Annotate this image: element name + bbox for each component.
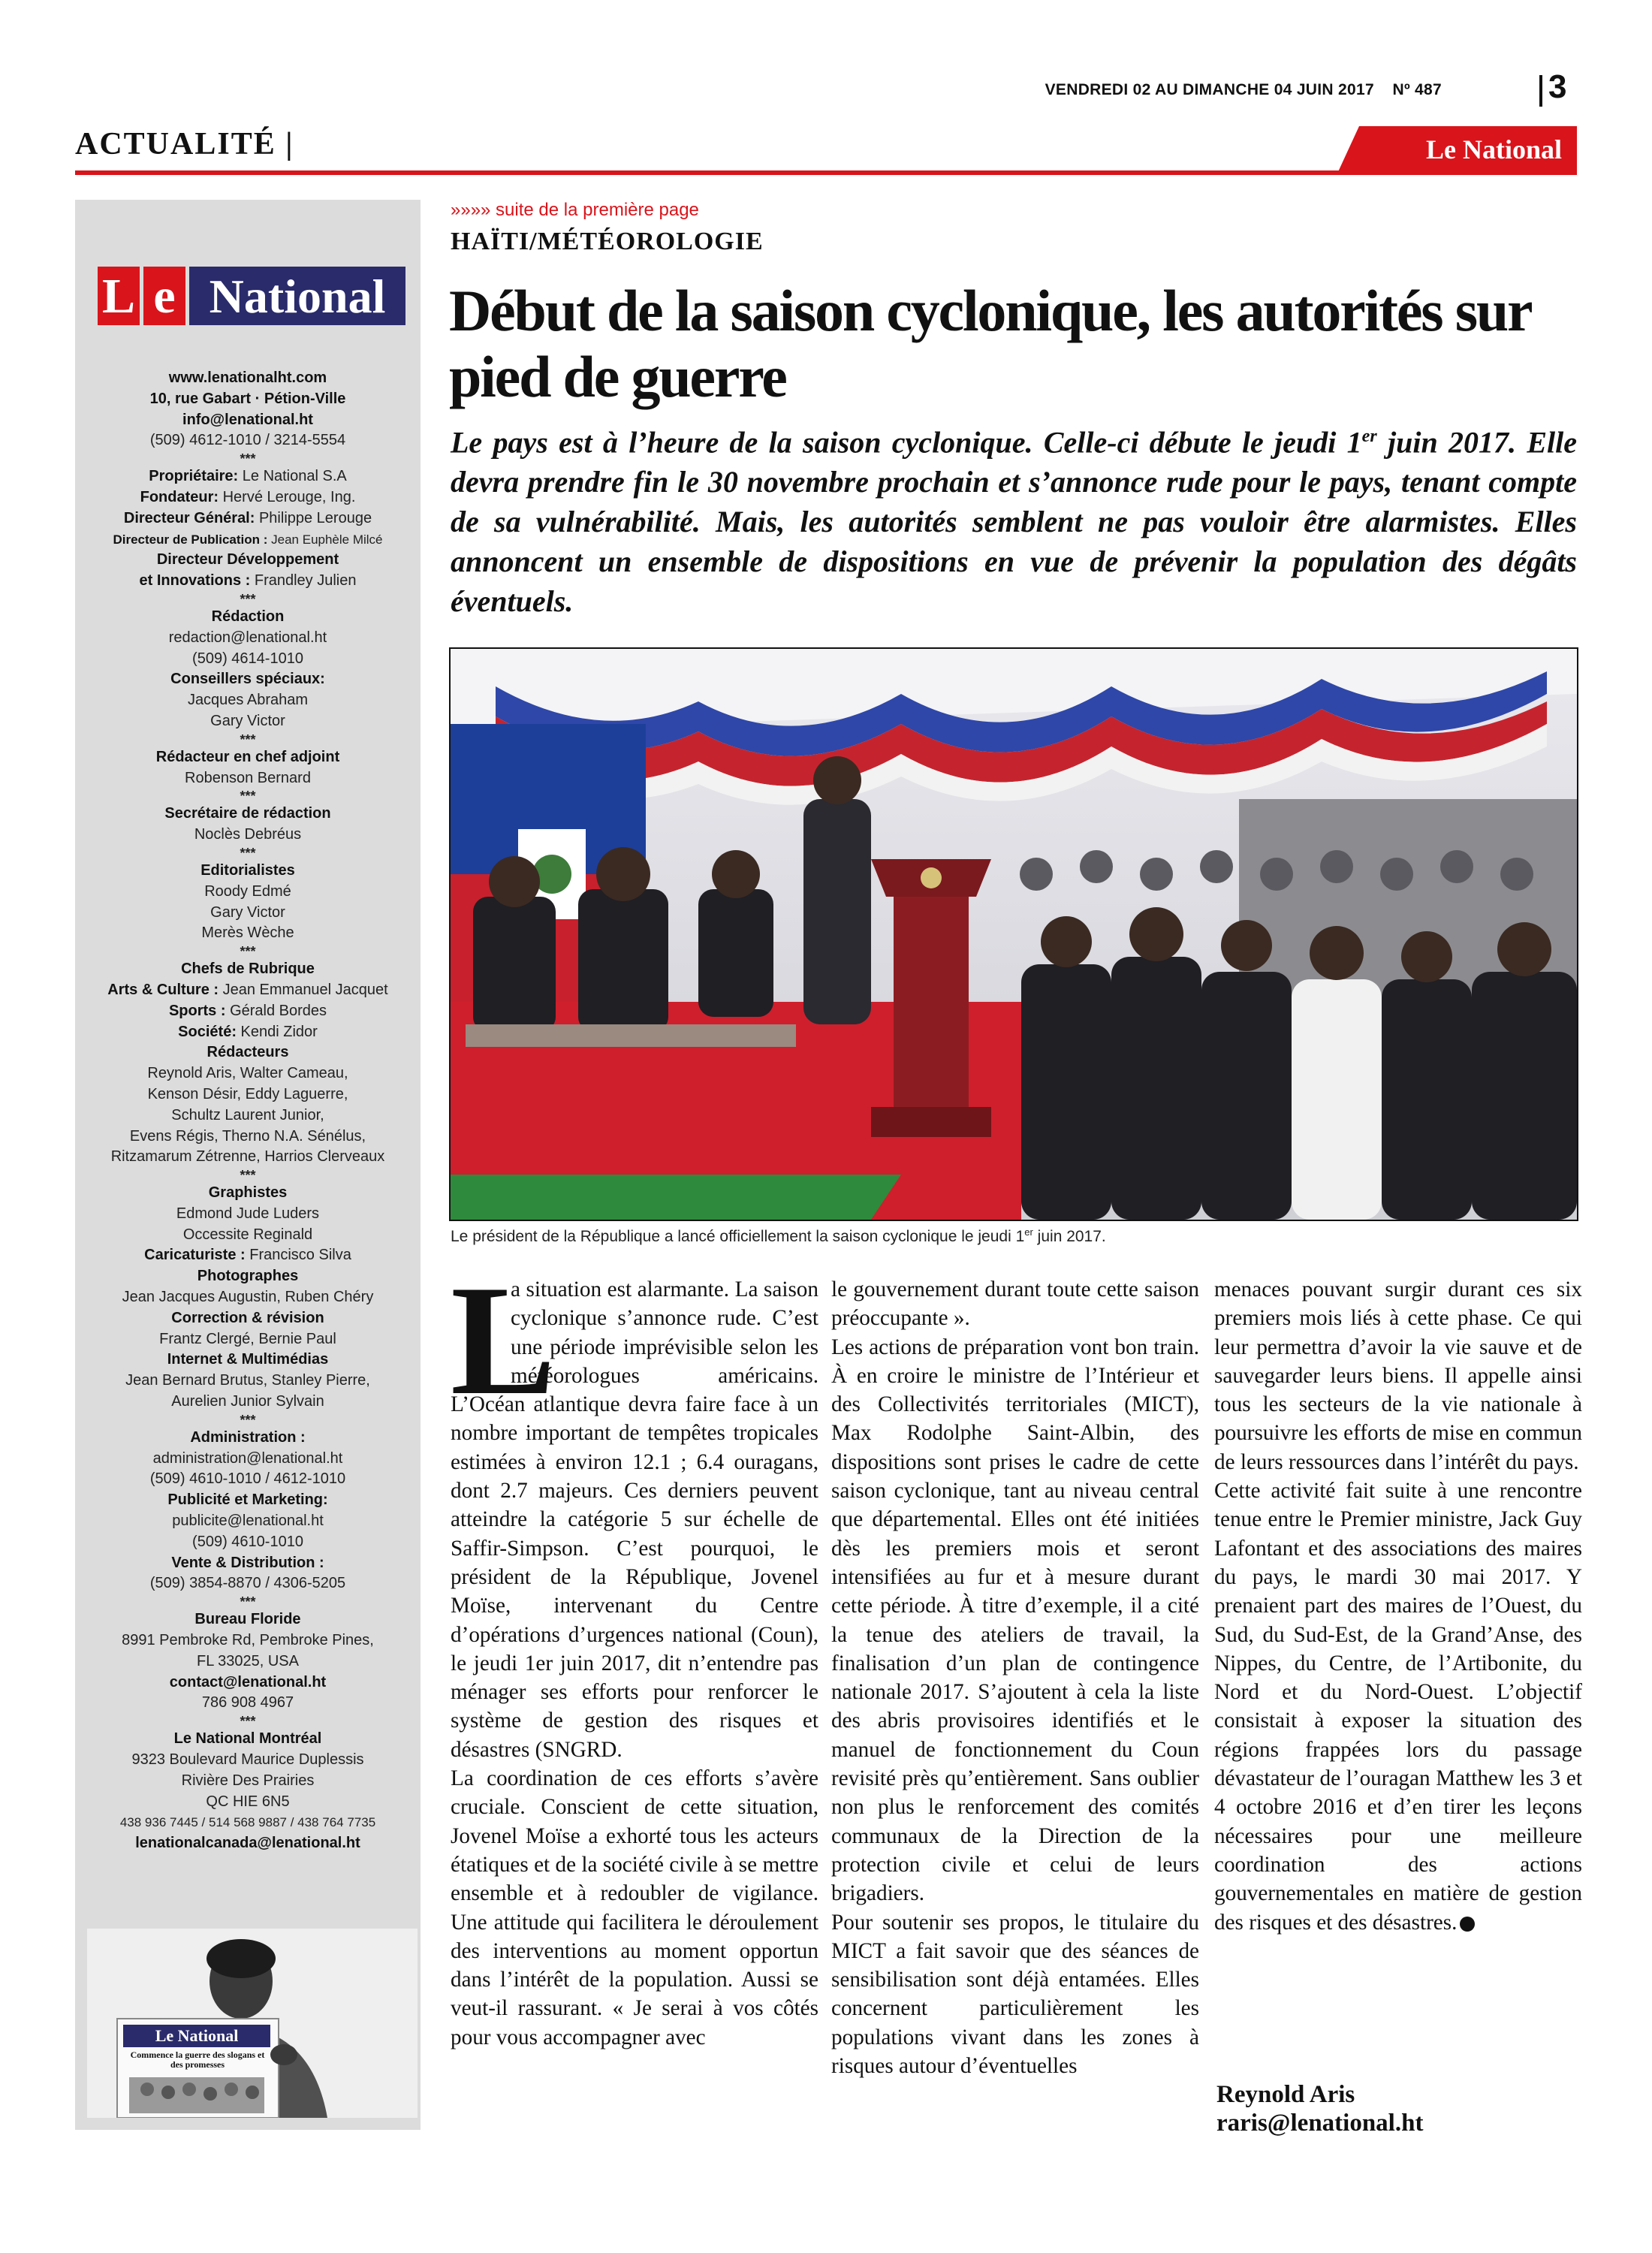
masthead-line: FL 33025, USA	[196, 1652, 299, 1669]
page-number: 3	[1548, 68, 1567, 105]
masthead-line: 786 908 4967	[201, 1694, 294, 1712]
masthead-line: Secrétaire de rédaction	[164, 805, 331, 822]
ceremony-photo	[451, 649, 1577, 1220]
masthead-line: 9323 Boulevard Maurice Duplessis	[131, 1751, 364, 1769]
masthead-line: (509) 3854-8870 / 4306-5205	[149, 1575, 346, 1592]
masthead-line: ***	[240, 1168, 256, 1184]
masthead-line: Graphistes	[208, 1184, 288, 1202]
article-headline: Début de la saison cyclonique, les autorités sur pied de guerre	[449, 278, 1531, 409]
masthead-line: ***	[240, 845, 256, 861]
masthead-line: QC HIE 6N5	[206, 1793, 290, 1810]
masthead-line: Reynold Aris, Walter Cameau,	[147, 1065, 348, 1082]
masthead-line: Noclès Debréus	[194, 826, 302, 843]
masthead-line: Ritzamarum Zétrenne, Harrios Clerveaux	[110, 1148, 385, 1166]
masthead-line: (509) 4610-1010 / 4612-1010	[149, 1470, 346, 1488]
logo-letter-e: e	[143, 267, 185, 325]
masthead-line: Aurelien Junior Sylvain	[171, 1393, 324, 1410]
masthead-line: Robenson Bernard	[185, 769, 311, 786]
masthead-line: 10, rue Gabart · Pétion-Ville	[149, 390, 346, 407]
masthead-line: Jean Jacques Augustin, Ruben Chéry	[122, 1289, 374, 1306]
masthead-line: et Innovations : Frandley Julien	[139, 572, 357, 590]
masthead-line: Sports : Gérald Bordes	[168, 1002, 327, 1019]
promo-photo	[87, 1929, 418, 2118]
masthead-line: Rivière Des Prairies	[181, 1772, 315, 1789]
body-paragraph: Cette activité fait suite à une rencontre tenue entre le Premier ministre, Jack Guy Lafontant et des associations des maires du pays, le mardi 30 mai 2017. Y prenaient part des maires de l’Ouest, du Sud, du Sud-Est, de la Grand’Anse, des Nippes, du Centre, de l’Artibonite, du Nord et du Nord-Ouest. L’objectif consistait à exposer la situation des régions frappées lors du passage dévastateur de l’ouragan Matthew les 3 et 4 octobre 2016 et d’en tirer les leçons nécessaires pour une meilleure coordination des actions gouvernementales en matière de gestion des risques et des désastres.	[1214, 1479, 1582, 1935]
body-paragraph: La coordination de ces efforts s’avère cruciale. Conscient de cette situation, Jovenel Moïse a exhorté tous les acteurs étatiques et de la société civile à se mettre ensemble et à redoubler de vigilance. Une attitude qui facilitera le déroulement des interventions au moment opportun dans l’intérêt de la population. Aussi se veut-il rassurant. « Je serai à vos côtés pour vous accompagner avec	[451, 1766, 818, 2049]
masthead-line: Frantz Clergé, Bernie Paul	[159, 1330, 336, 1347]
masthead-line: publicite@lenational.ht	[172, 1513, 324, 1530]
masthead-line: Publicité et Marketing:	[167, 1491, 328, 1509]
masthead-line: Jean Bernard Brutus, Stanley Pierre,	[125, 1372, 370, 1389]
drop-cap: L	[451, 1253, 556, 1428]
photo-caption: Le président de la République a lancé officiellement la saison cyclonique le jeudi 1er juin 2017.	[451, 1226, 1106, 1245]
masthead-line: ***	[240, 1412, 256, 1428]
masthead-line: Evens Régis, Therno N.A. Sénélus,	[129, 1127, 366, 1145]
masthead-line: Propriétaire: Le National S.A	[149, 468, 347, 485]
masthead-line: Rédacteurs	[206, 1044, 289, 1061]
promo-paper-name: Le National	[155, 2026, 239, 2045]
masthead-line: Kenson Désir, Eddy Laguerre,	[147, 1085, 348, 1102]
masthead-line: Occessite Reginald	[182, 1226, 313, 1243]
masthead-line: 438 936 7445 / 514 568 9887 / 438 764 7735	[119, 1815, 376, 1830]
masthead-line: Edmond Jude Luders	[176, 1205, 320, 1222]
masthead-line: Directeur Général: Philippe Lerouge	[123, 509, 372, 526]
masthead-line: redaction@lenational.ht	[168, 629, 327, 646]
promo-paper-headline: Commence la guerre des slogans et des promesses	[130, 2050, 265, 2070]
masthead-line: info@lenational.ht	[182, 411, 313, 428]
author-signature	[1216, 2080, 1423, 2137]
author-email: raris@lenational.ht	[1216, 2110, 1424, 2137]
body-paragraph: le gouvernement durant toute cette saison préoccupante ».	[831, 1277, 1199, 1331]
masthead-line: Le National Montréal	[173, 1730, 322, 1748]
body-paragraph: menaces pouvant surgir durant ces six premiers mois liés à cette phase. Ce qui leur permettra d’avoir la vie sauve et de sauvegarder leurs biens. Il appelle ainsi tous les secteurs de la vie nationale à poursuivre les efforts de mise en commun de leurs ressources dans l’intérêt du pays.	[1214, 1277, 1582, 1474]
masthead-line: ***	[240, 451, 256, 467]
article-photo	[449, 647, 1578, 1221]
masthead-line: Fondateur: Hervé Lerouge, Ing.	[140, 488, 356, 505]
author-name: Reynold Aris	[1216, 2081, 1355, 2108]
masthead-line: Gary Victor	[210, 712, 285, 729]
masthead-line: administration@lenational.ht	[152, 1449, 343, 1467]
logo-letter-l: L	[98, 267, 140, 325]
masthead-line: Vente & Distribution :	[171, 1554, 324, 1571]
section-label: ACTUALITÉ |	[75, 127, 294, 161]
masthead-line: Schultz Laurent Junior,	[171, 1106, 324, 1123]
drop-cap-spacer	[451, 1253, 556, 1428]
body-paragraph: Les actions de préparation vont bon train. À en croire le ministre de l’Intérieur et des Collectivités territoriales (MICT), Max Rodolphe Saint-Albin, des dispositions sont prises le cadre de cette saison cyclonique, tant au niveau central que départemental. Elles ont été initiées dès les premiers mois et seront intensifiées au fur et à mesure durant cette période. À titre d’exemple, il a cité la tenue des ateliers de travail, la finalisation d’un plan de contingence nationale 2017. S’ajoutent à cela la liste des abris provisoires identifiés et le manuel de fonctionnement du Coun revisité près qu’entièrement. Sans oublier non plus le renforcement des comités communaux de la Direction de la protection civile et celui de leurs brigadiers.	[831, 1335, 1199, 1906]
continued-from-front-page: »»»» suite de la première page	[451, 200, 699, 220]
masthead-line: Directeur Développement	[156, 551, 339, 569]
masthead-line: (509) 4614-1010	[192, 650, 303, 667]
masthead-line: Correction & révision	[171, 1309, 324, 1326]
end-of-article-icon	[1460, 1917, 1475, 1932]
logo-wordmark: National	[189, 267, 405, 325]
body-paragraph: a situation est alarmante. La saison cyclonique s’annonce rude. C’est une période imprévisible selon les météorologues américains. L’Océan atlantique devra faire face à un nombre important de tempêtes tropicales estimées à environ 12.1 ; 6.4 ouragans, dont 2.7 majeurs. Ces derniers peuvent atteindre la catégorie 5 sur échelle de Saffir-Simpson. C’est pourquoi, le président de la République, Jovenel Moïse, intervenant du Centre d’opérations d’urgences national (Coun), le jeudi 1er juin 2017, dit n’entendre pas ménager ses efforts pour renforcer le système de gestion des risques et désastres (SNGRD.	[451, 1275, 818, 1764]
body-paragraph: Pour soutenir ses propos, le titulaire du MICT a fait savoir que des séances de sensibilisation sont déjà entamées. Elles concernent particulièrement les populations vivant dans les zones à risques autour d’éventuelles	[831, 1910, 1199, 2079]
masthead-line: ***	[240, 789, 256, 804]
body-column-1	[451, 1253, 818, 2052]
masthead-line: Administration :	[190, 1428, 306, 1446]
masthead-line: Arts & Culture : Jean Emmanuel Jacquet	[107, 981, 388, 998]
promo-illustration	[87, 1929, 418, 2118]
masthead-line: 8991 Pembroke Rd, Pembroke Pines,	[122, 1632, 374, 1649]
article-rubric: HAÏTI/MÉTÉOROLOGIE	[451, 228, 764, 255]
masthead-line: ***	[240, 591, 256, 607]
masthead-line: ***	[240, 1594, 256, 1610]
masthead-line: Jacques Abraham	[187, 692, 309, 709]
masthead-credits	[83, 368, 413, 1854]
masthead-line: Chefs de Rubrique	[181, 961, 315, 978]
masthead-line: Conseillers spéciaux:	[170, 671, 325, 688]
masthead-line: Rédacteur en chef adjoint	[155, 748, 340, 765]
masthead-line: ***	[240, 1714, 256, 1730]
dateline: VENDREDI 02 AU DIMANCHE 04 JUIN 2017 Nº 487	[1045, 81, 1442, 98]
masthead-line: lenationalcanada@lenational.ht	[135, 1835, 360, 1852]
masthead-line: ***	[240, 944, 256, 960]
masthead-line: Société: Kendi Zidor	[178, 1023, 318, 1040]
brand-tab-label: Le National	[1425, 134, 1562, 164]
body-column-3	[1214, 1275, 1582, 1937]
article-lede: Le pays est à l’heure de la saison cyclonique. Celle-ci débute le jeudi 1er juin 2017. Elle devra prendre fin le 30 novembre prochain et s’annonce rude pour le pays, tenant compte de sa vulnérabilité. Mais, les autorités semblent ne pas vouloir être alarmistes. Elles annoncent un ensemble de dispositions en vue de prévenir la population des dégâts éventuels.	[451, 425, 1577, 619]
masthead-line: Bureau Floride	[194, 1611, 301, 1628]
masthead-line: (509) 4610-1010	[192, 1533, 303, 1550]
masthead-line: Rédaction	[211, 608, 285, 625]
masthead-line: Merès Wèche	[201, 924, 294, 942]
masthead-line: ***	[240, 731, 256, 747]
masthead-line: Caricaturiste : Francisco Silva	[144, 1247, 351, 1264]
masthead-line: Editorialistes	[200, 861, 295, 879]
masthead-line: www.lenationalht.com	[168, 369, 327, 386]
masthead-line: contact@lenational.ht	[169, 1673, 327, 1691]
header-divider	[1539, 75, 1542, 107]
issue-number: Nº 487	[1392, 81, 1442, 98]
masthead-line: Roody Edmé	[204, 882, 291, 900]
body-column-2	[831, 1275, 1199, 2080]
le-national-logo	[98, 267, 405, 325]
masthead-line: Internet & Multimédias	[167, 1351, 329, 1368]
masthead-line: Photographes	[197, 1268, 299, 1285]
masthead-line: Gary Victor	[210, 903, 285, 921]
masthead-line: (509) 4612-1010 / 3214-5554	[149, 432, 346, 449]
masthead-line: Directeur de Publication : Jean Euphèle Milcé	[113, 532, 383, 547]
